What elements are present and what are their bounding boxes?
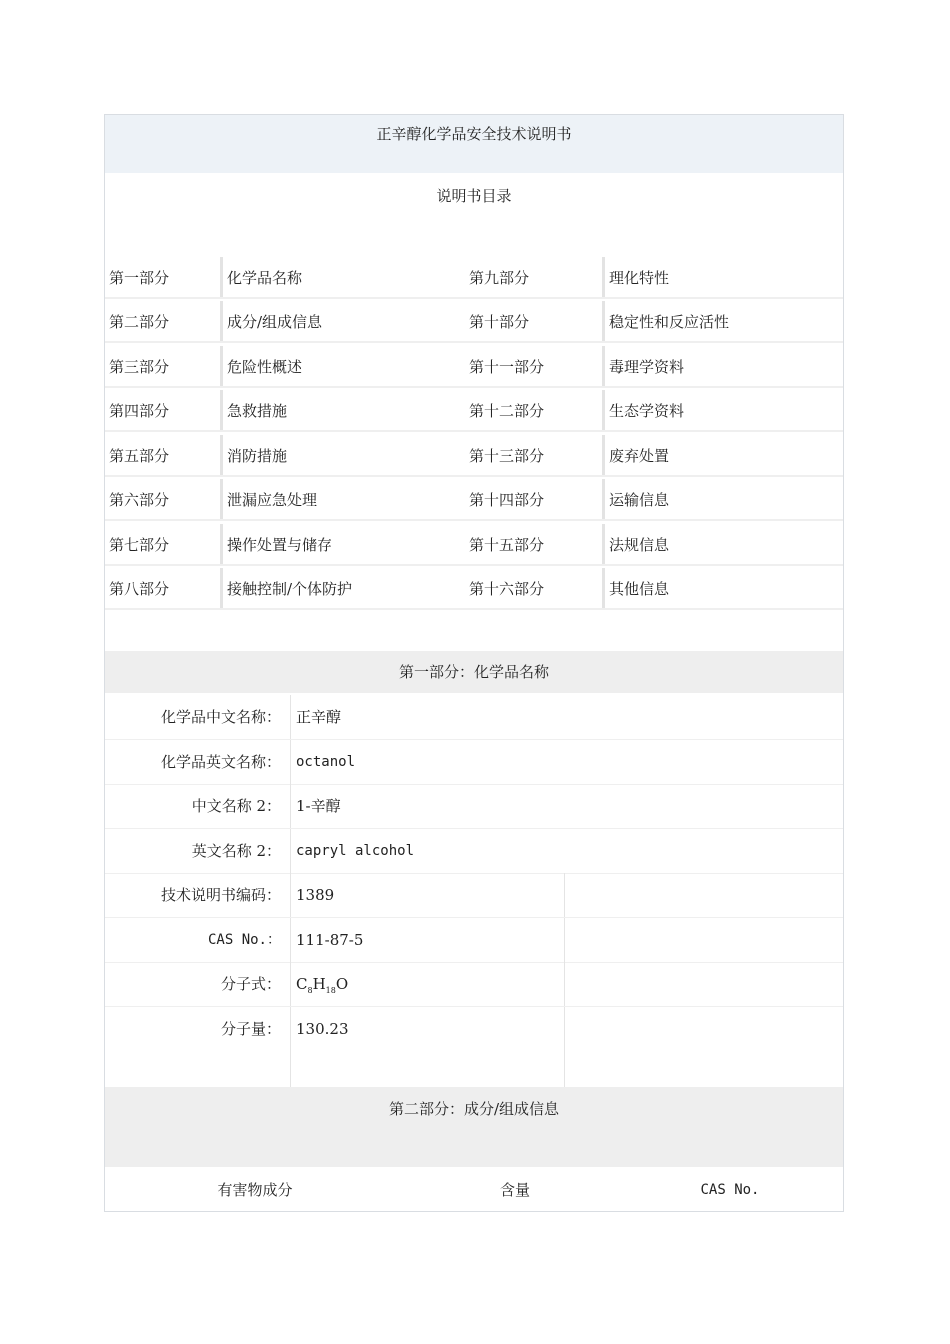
toc-part-name[interactable]: 稳定性和反应活性 — [602, 301, 842, 343]
toc-part-name[interactable]: 消防措施 — [220, 435, 464, 477]
toc-row — [105, 524, 843, 566]
info-value: 1-辛醇 — [296, 797, 341, 815]
info-row — [105, 740, 843, 785]
toc-part-number: 第十五部分 — [469, 536, 545, 554]
toc-row — [105, 568, 843, 610]
toc-part-number: 第十四部分 — [469, 491, 545, 509]
toc-row — [105, 479, 843, 521]
info-row — [105, 829, 843, 874]
info-label: 技术说明书编码： — [160, 886, 281, 904]
toc-part-number: 第七部分 — [109, 536, 170, 554]
toc-part-name[interactable]: 废弃处置 — [602, 435, 842, 477]
toc-part-name[interactable]: 理化特性 — [602, 257, 842, 299]
toc-part-number: 第六部分 — [109, 491, 170, 509]
info-label: CAS No.： — [207, 932, 281, 948]
toc-part-number: 第五部分 — [109, 447, 170, 465]
toc-part-name[interactable]: 其他信息 — [602, 568, 842, 610]
toc-part-name[interactable]: 泄漏应急处理 — [220, 479, 464, 521]
toc-part-name[interactable]: 法规信息 — [602, 524, 842, 566]
info-row — [105, 1007, 843, 1087]
toc-row — [105, 435, 843, 477]
document-title: 正辛醇化学品安全技术说明书 — [105, 115, 843, 173]
toc-row — [105, 390, 843, 432]
toc-row — [105, 346, 843, 388]
composition-header-row — [105, 1167, 843, 1213]
column-header: 含量 — [499, 1181, 530, 1199]
toc-part-number: 第三部分 — [109, 358, 170, 376]
part2-heading: 第二部分：成分/组成信息 — [105, 1087, 843, 1167]
info-value: 正辛醇 — [296, 708, 342, 726]
toc-part-name[interactable]: 毒理学资料 — [602, 346, 842, 388]
toc-part-number: 第一部分 — [109, 269, 170, 287]
info-value: 111-87-5 — [296, 931, 364, 949]
info-label: 分子式： — [220, 975, 281, 993]
toc-part-number: 第十三部分 — [469, 447, 545, 465]
toc-part-name[interactable]: 操作处置与储存 — [220, 524, 464, 566]
info-row — [105, 695, 843, 740]
toc-row — [105, 301, 843, 343]
toc-part-number: 第十部分 — [469, 313, 530, 331]
info-label: 化学品中文名称： — [160, 708, 281, 726]
info-value: 1389 — [296, 886, 335, 904]
part1-heading: 第一部分：化学品名称 — [105, 651, 843, 693]
info-row — [105, 962, 843, 1007]
toc-part-number: 第四部分 — [109, 402, 170, 420]
column-header: CAS No. — [700, 1182, 760, 1198]
info-value: 130.23 — [296, 1020, 349, 1038]
toc-part-name[interactable]: 生态学资料 — [602, 390, 842, 432]
info-label: 中文名称 2： — [191, 797, 281, 815]
toc-part-number: 第十一部分 — [469, 358, 545, 376]
toc-part-number: 第十六部分 — [469, 580, 545, 598]
toc-part-name[interactable]: 危险性概述 — [220, 346, 464, 388]
toc-part-number: 第十二部分 — [469, 402, 545, 420]
info-label: 分子量： — [220, 1020, 281, 1038]
toc-part-name[interactable]: 急救措施 — [220, 390, 464, 432]
info-value: capryl alcohol — [296, 843, 415, 859]
toc-part-name[interactable]: 接触控制/个体防护 — [220, 568, 464, 610]
toc-part-number: 第九部分 — [469, 269, 530, 287]
info-row — [105, 784, 843, 829]
info-row — [105, 873, 843, 918]
toc-part-number: 第二部分 — [109, 313, 170, 331]
toc-title: 说明书目录 — [436, 187, 512, 205]
info-value: octanol — [296, 754, 356, 770]
toc-row — [105, 257, 843, 299]
column-header: 有害物成分 — [217, 1181, 293, 1199]
toc-part-name[interactable]: 成分/组成信息 — [220, 301, 464, 343]
toc-part-number: 第八部分 — [109, 580, 170, 598]
msds-document — [104, 114, 844, 1212]
info-row — [105, 918, 843, 963]
toc-part-name[interactable]: 运输信息 — [602, 479, 842, 521]
info-label: 英文名称 2： — [191, 842, 281, 860]
info-label: 化学品英文名称： — [160, 753, 281, 771]
molecular-formula: $C_8H_{18}O$ — [296, 975, 349, 995]
toc-part-name[interactable]: 化学品名称 — [220, 257, 464, 299]
